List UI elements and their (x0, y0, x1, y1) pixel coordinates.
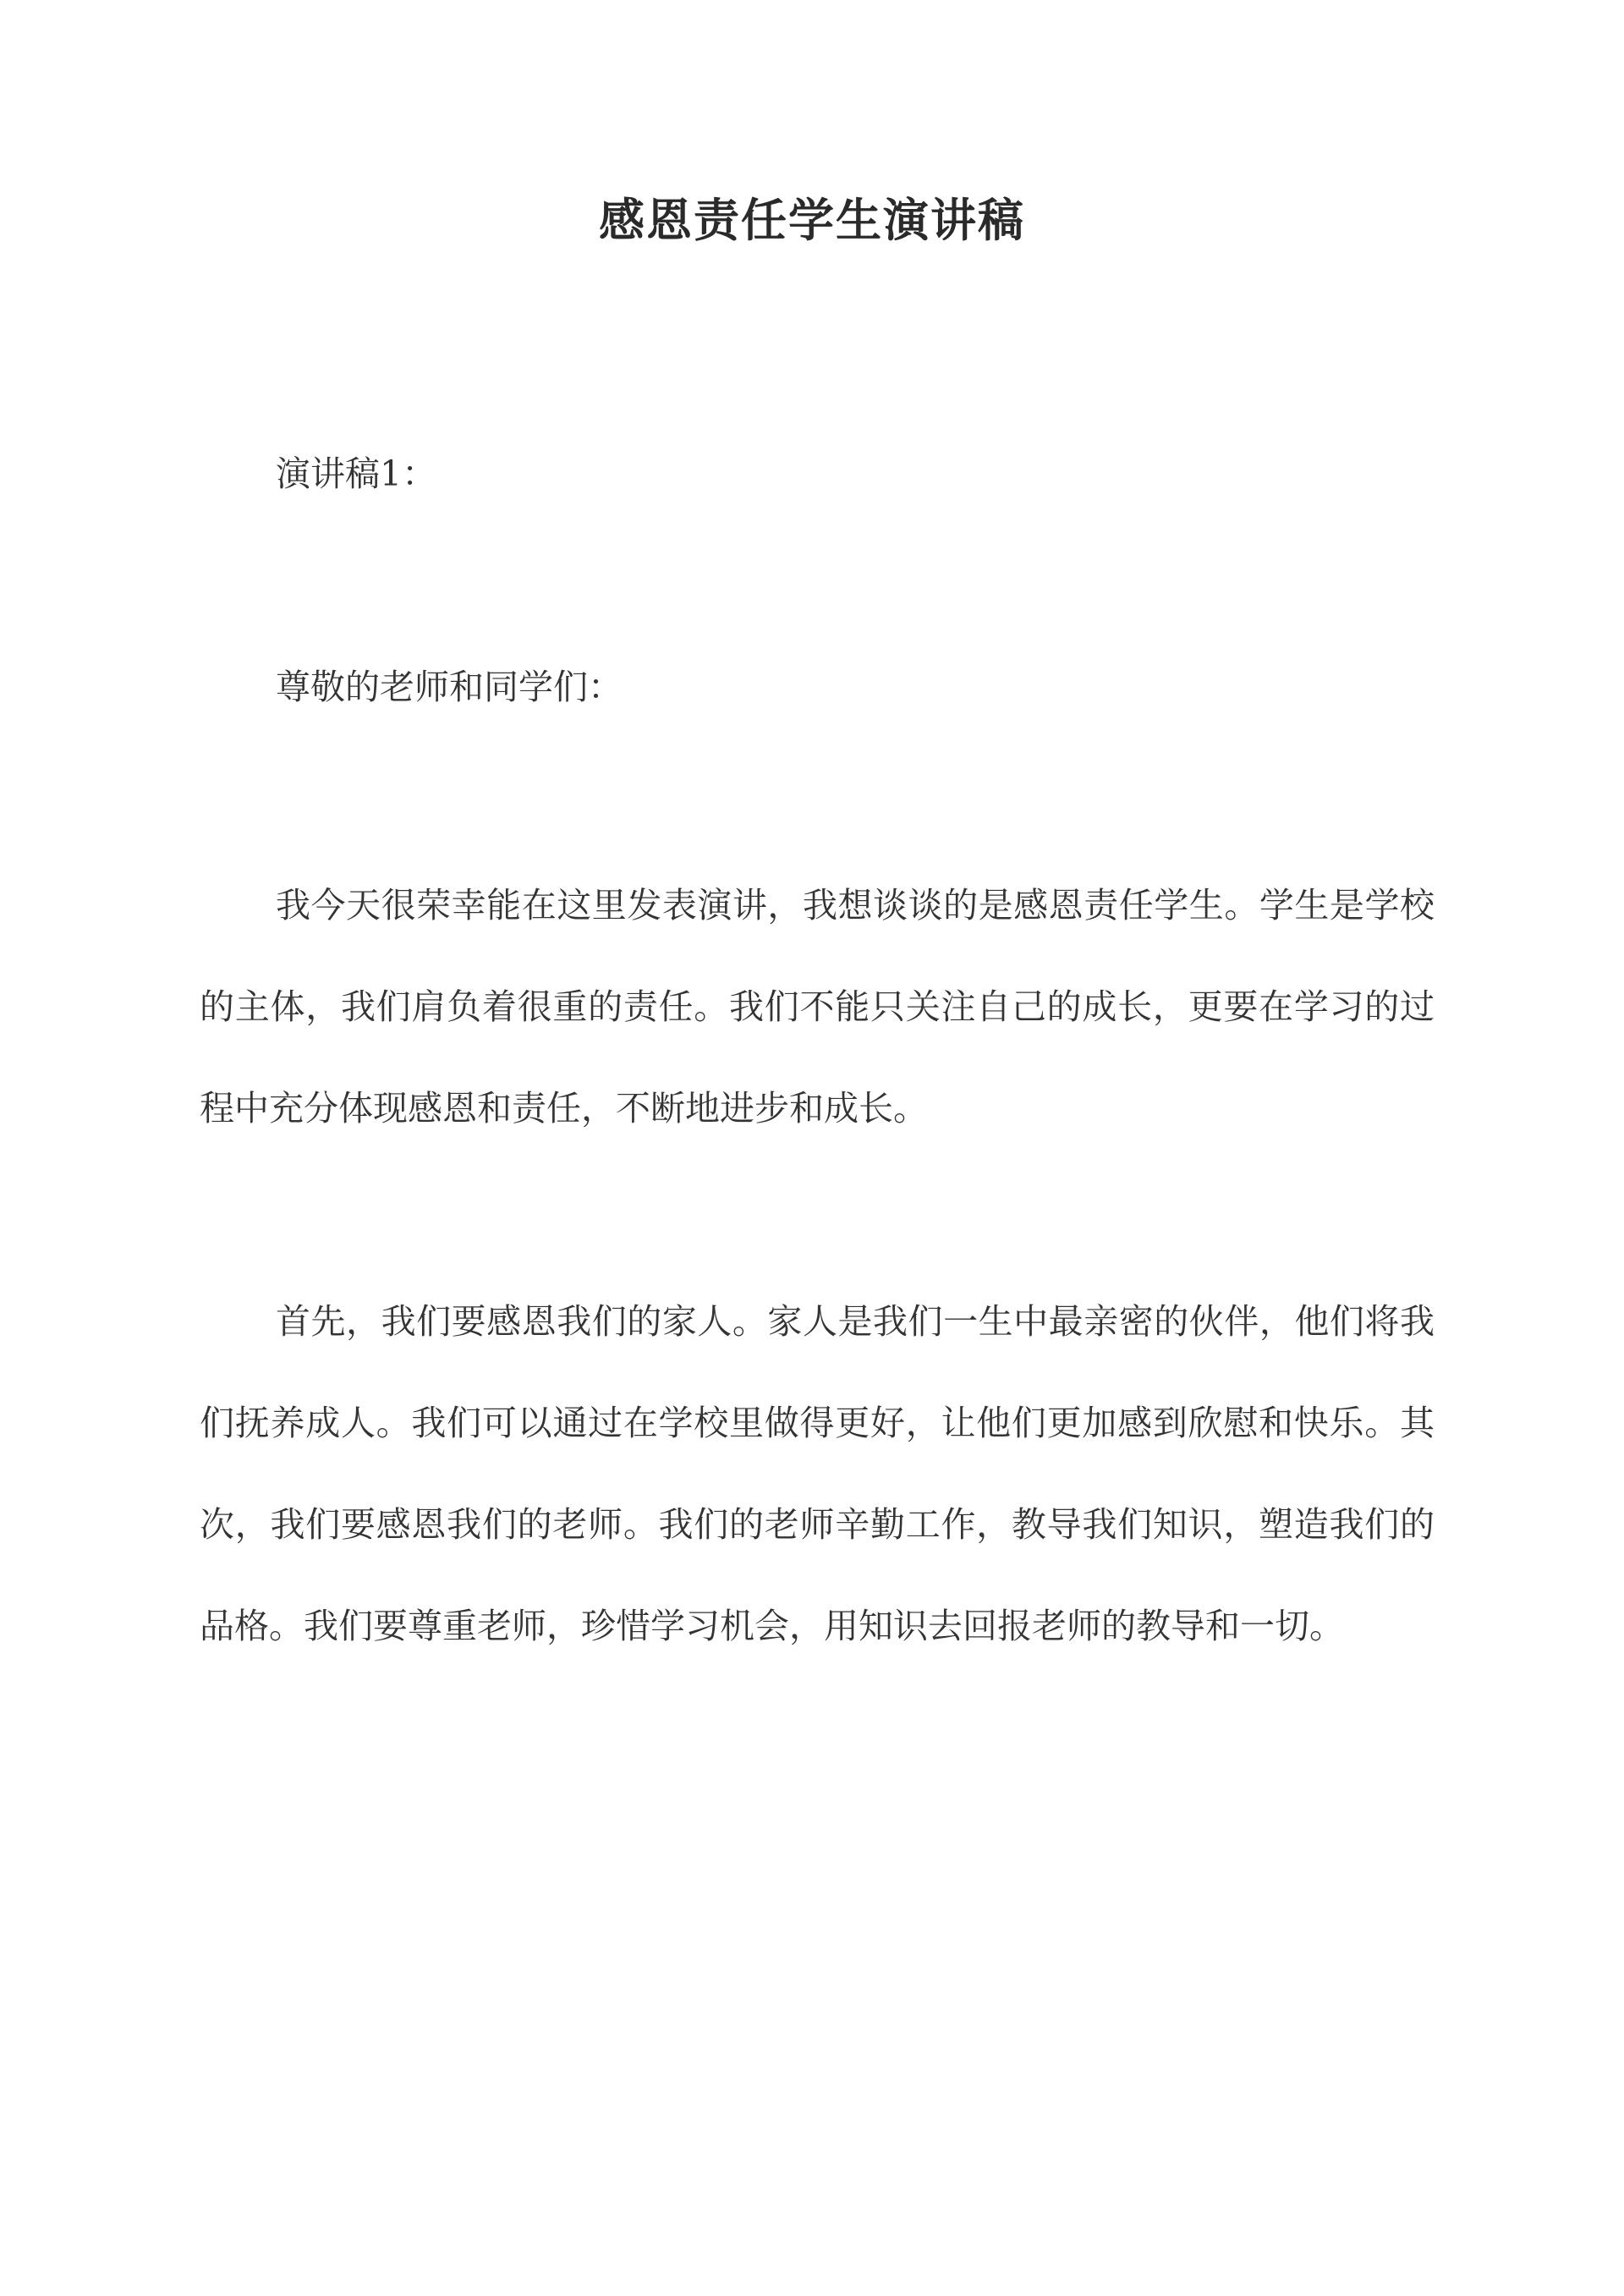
document-title: 感恩责任学生演讲稿 (599, 193, 1025, 247)
paragraph-intro: 我今天很荣幸能在这里发表演讲，我想谈谈的是感恩责任学生。学生是学校的主体，我们肩负着很重的责任。我们不能只关注自己的成长，更要在学习的过程中充分体现感恩和责任，不断地进步和成长。 (200, 885, 1435, 1129)
greeting-line: 尊敬的老师和同学们： (276, 667, 623, 707)
section-label: 演讲稿1： (276, 453, 437, 494)
paragraph-gratitude: 首先，我们要感恩我们的家人。家人是我们一生中最亲密的伙伴，他们将我们抚养成人。我们可以通过在学校里做得更好，让他们更加感到欣慰和快乐。其次，我们要感恩我们的老师。我们的老师辛勤工作，教导我们知识，塑造我们的品格。我们要尊重老师，珍惜学习机会，用知识去回报老师的教导和一切。 (200, 1301, 1435, 1646)
